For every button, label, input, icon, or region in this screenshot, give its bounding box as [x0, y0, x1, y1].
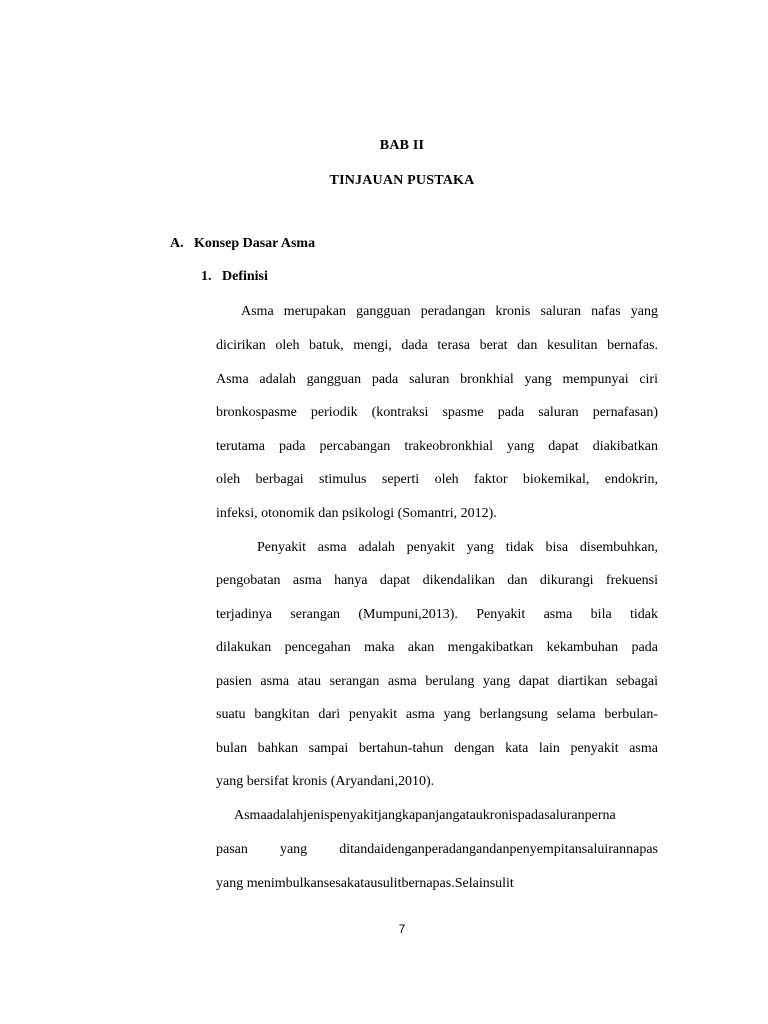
paragraph-line: Asmaadalahjenispenyakitjangkapanjangataukronispadasaluranperna	[234, 808, 616, 823]
paragraph-line: pengobatan asma hanya dapat dikendalikan dan dikurangi frekuensi	[216, 573, 658, 588]
paragraph-line: Penyakit asma adalah penyakit yang tidak bisa disembuhkan,	[257, 540, 658, 555]
paragraph-line: pasien asma atau serangan asma berulang yang dapat diartikan sebagai	[216, 674, 658, 689]
paragraph-line: yang menimbulkansesakatausulitbernapas.Selainsulit	[216, 876, 514, 891]
paragraph-line: pasan yang ditandaidenganperadangandanpenyempitansaluirannapas	[216, 842, 658, 857]
paragraph-line: Asma merupakan gangguan peradangan kronis saluran nafas yang	[241, 304, 658, 319]
subsection-title: Definisi	[222, 269, 268, 284]
chapter-title: TINJAUAN PUSTAKA	[329, 173, 475, 188]
paragraph-line: oleh berbagai stimulus seperti oleh faktor biokemikal, endokrin,	[216, 472, 658, 487]
paragraph-line: Asma adalah gangguan pada saluran bronkhial yang mempunyai ciri	[216, 372, 658, 387]
paragraph-line: yang bersifat kronis (Aryandani,2010).	[216, 774, 435, 789]
paragraph-line: bronkospasme periodik (kontraksi spasme pada saluran pernafasan)	[216, 405, 658, 420]
chapter-heading: BAB II	[379, 138, 425, 153]
paragraph-line: suatu bangkitan dari penyakit asma yang berlangsung selama berbulan-	[216, 707, 658, 722]
paragraph-line: infeksi, otonomik dan psikologi (Somantri, 2012).	[216, 506, 497, 521]
paragraph-line: bulan bahkan sampai bertahun-tahun dengan kata lain penyakit asma	[216, 741, 658, 756]
section-title: Konsep Dasar Asma	[194, 236, 316, 251]
paragraph-line: terjadinya serangan (Mumpuni,2013). Penyakit asma bila tidak	[216, 607, 658, 622]
page-number: 7	[398, 922, 406, 936]
paragraph-line: dicirikan oleh batuk, mengi, dada terasa berat dan kesulitan bernafas.	[216, 338, 658, 353]
section-marker: A.	[170, 236, 184, 251]
subsection-marker: 1.	[201, 269, 212, 284]
paragraph-line: dilakukan pencegahan maka akan mengakibatkan kekambuhan pada	[216, 640, 658, 655]
paragraph-line: terutama pada percabangan trakeobronkhial yang dapat diakibatkan	[216, 439, 658, 454]
